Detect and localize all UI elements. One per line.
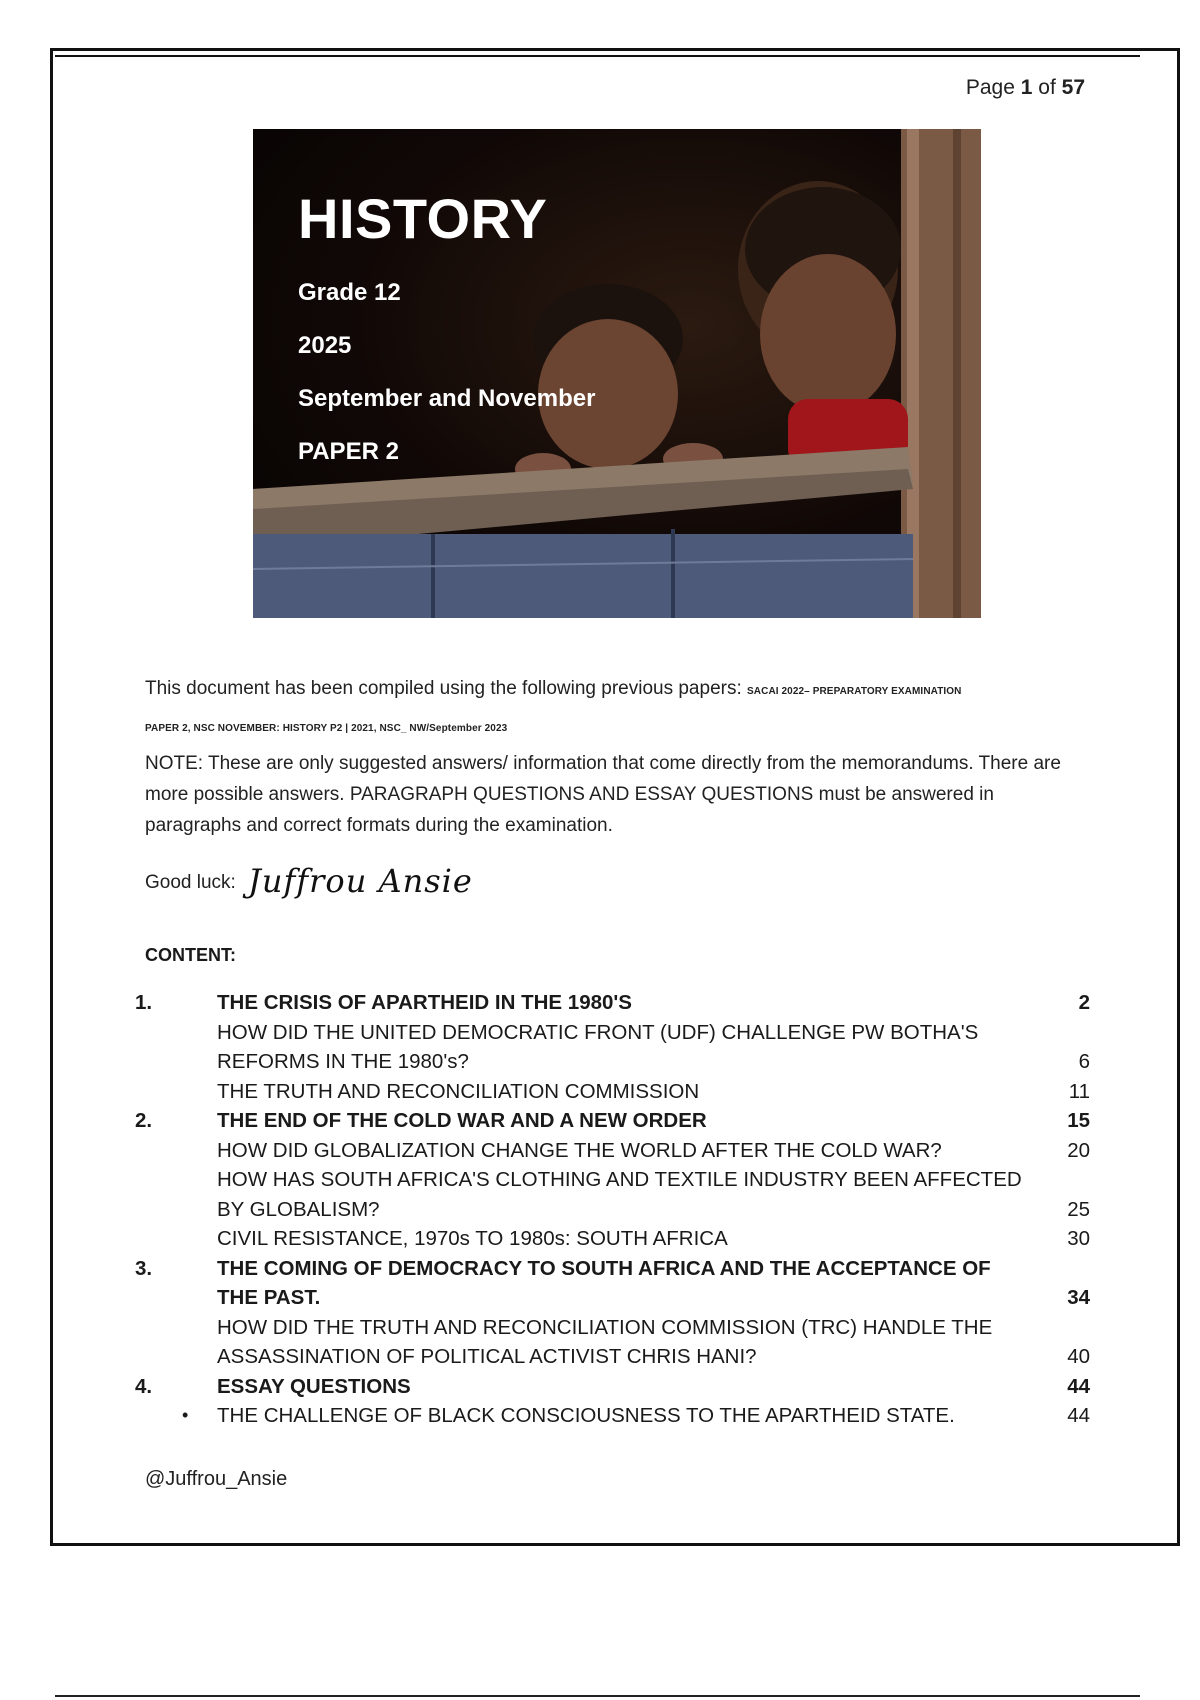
bullet-icon: • — [182, 1405, 189, 1425]
toc-row — [135, 1136, 1090, 1166]
table-of-contents — [135, 988, 1090, 1431]
good-luck-label: Good luck: — [145, 872, 236, 893]
toc-text: HOW DID THE UNITED DEMOCRATIC FRONT (UDF) CHALLENGE PW BOTHA'S — [217, 1020, 979, 1044]
toc-page: 40 — [1067, 1345, 1090, 1368]
toc-row — [135, 1047, 1090, 1077]
toc-page: 44 — [1067, 1404, 1090, 1427]
toc-number: 3. — [135, 1256, 153, 1280]
toc-text: THE CRISIS OF APARTHEID IN THE 1980'S — [217, 991, 632, 1014]
toc-row — [135, 1401, 1090, 1431]
toc-row — [135, 1077, 1090, 1107]
sources-line2: PAPER 2, NSC NOVEMBER: HISTORY P2 | 2021, NSC_ NW/September 2023 — [145, 723, 508, 734]
cover-session: September and November — [298, 385, 596, 412]
toc-text: HOW HAS SOUTH AFRICA'S CLOTHING AND TEXTILE INDUSTRY BEEN AFFECTED — [217, 1168, 1022, 1191]
toc-page: 30 — [1067, 1227, 1090, 1250]
toc-page: 44 — [1067, 1374, 1090, 1398]
toc-row — [135, 1224, 1090, 1254]
signature: Juffrou Ansie — [248, 862, 473, 900]
toc-page: 6 — [1078, 1050, 1090, 1073]
cover-year: 2025 — [298, 332, 352, 359]
top-rule — [55, 55, 1140, 57]
toc-row — [135, 1342, 1090, 1372]
toc-page: 11 — [1068, 1079, 1090, 1103]
bottom-rule — [55, 1695, 1140, 1697]
toc-text: BY GLOBALISM? — [217, 1197, 380, 1221]
toc-text: THE END OF THE COLD WAR AND A NEW ORDER — [217, 1109, 707, 1132]
toc-text: HOW DID GLOBALIZATION CHANGE THE WORLD AFTER THE COLD WAR? — [217, 1138, 942, 1162]
toc-row — [135, 988, 1090, 1018]
toc-page: 2 — [1078, 991, 1090, 1014]
toc-row — [135, 1283, 1090, 1313]
toc-text: THE CHALLENGE OF BLACK CONSCIOUSNESS TO THE APARTHEID STATE. — [217, 1404, 955, 1427]
toc-row — [135, 1106, 1090, 1136]
cover-grade: Grade 12 — [298, 279, 401, 306]
content-heading: CONTENT: — [145, 945, 236, 965]
toc-text: THE PAST. — [217, 1286, 321, 1309]
toc-page: 34 — [1067, 1286, 1090, 1309]
compiled-sources: This document has been compiled using the following previous papers: SACAI 2022– PREPARATORY EXAMINATION PAPER 2, NSC NOVEMBER: HISTORY P2 | 2021, NSC_ NW/September 2023 — [145, 678, 962, 734]
toc-row — [135, 1254, 1090, 1284]
note-paragraph: NOTE: These are only suggested answers/ information that come directly from the memorandums. There are more possible answers. PARAGRAPH QUESTIONS AND ESSAY QUESTIONS must be answered in paragraphs and correct formats during the examination. — [145, 753, 1061, 836]
toc-row — [135, 1165, 1090, 1195]
toc-row — [135, 1313, 1090, 1343]
toc-number: 2. — [135, 1109, 153, 1132]
toc-text: REFORMS IN THE 1980's? — [217, 1050, 469, 1073]
toc-text: THE TRUTH AND RECONCILIATION COMMISSION — [217, 1079, 700, 1103]
cover-image — [253, 129, 981, 618]
toc-text: CIVIL RESISTANCE, 1970s TO 1980s: SOUTH AFRICA — [217, 1227, 728, 1250]
toc-text: ESSAY QUESTIONS — [217, 1374, 411, 1398]
author-handle: @Juffrou_Ansie — [145, 1468, 288, 1490]
toc-row — [135, 1018, 1090, 1048]
toc-row — [135, 1372, 1090, 1402]
sources-line1: SACAI 2022– PREPARATORY EXAMINATION — [747, 686, 962, 697]
toc-text: THE COMING OF DEMOCRACY TO SOUTH AFRICA AND THE ACCEPTANCE OF — [217, 1256, 991, 1280]
toc-number: 4. — [135, 1374, 153, 1398]
cover-title: HISTORY — [298, 187, 548, 250]
toc-number: 1. — [135, 991, 153, 1014]
toc-page: 15 — [1067, 1109, 1090, 1132]
toc-page: 25 — [1067, 1197, 1090, 1221]
toc-row — [135, 1195, 1090, 1225]
toc-text: HOW DID THE TRUTH AND RECONCILIATION COMMISSION (TRC) HANDLE THE — [217, 1315, 993, 1339]
toc-page: 20 — [1067, 1138, 1090, 1162]
cover-paper: PAPER 2 — [298, 438, 399, 465]
page-number: Page 1 of 57 — [965, 76, 1085, 99]
toc-text: ASSASSINATION OF POLITICAL ACTIVIST CHRIS HANI? — [217, 1345, 757, 1368]
